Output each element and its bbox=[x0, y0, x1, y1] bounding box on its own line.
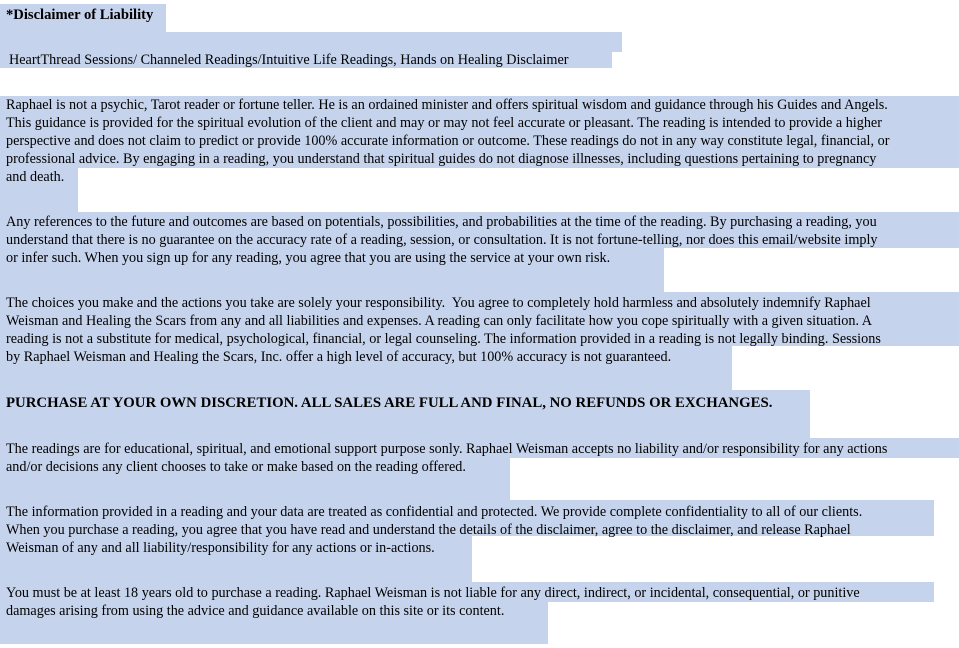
paragraph-line: The readings are for educational, spiritual, and emotional support purpose sonly. Raphael Weisman accepts no liability and/or responsibility for any actions bbox=[6, 441, 888, 457]
paragraph-line: Weisman and Healing the Scars from any and all liabilities and expenses. A reading can only facilitate how you cope spiritually with a given situation. A bbox=[6, 313, 873, 329]
paragraph-line: and death. bbox=[6, 169, 65, 185]
disclaimer-subtitle: HeartThread Sessions/ Channeled Readings/Intuitive Life Readings, Hands on Healing Disclaimer bbox=[9, 52, 569, 68]
paragraph-line: by Raphael Weisman and Healing the Scars, Inc. offer a high level of accuracy, but 100% accuracy is not guaranteed. bbox=[6, 349, 672, 365]
disclaimer-title: *Disclaimer of Liability bbox=[6, 7, 154, 23]
paragraph-line: or infer such. When you sign up for any reading, you agree that you are using the service at your own risk. bbox=[6, 250, 611, 266]
paragraph-line: Weisman of any and all liability/responsibility for any actions or in-actions. bbox=[6, 540, 435, 556]
selection-highlight bbox=[0, 32, 622, 52]
paragraph-line: The information provided in a reading and your data are treated as confidential and protected. We provide complete confidentiality to all of our clients. bbox=[6, 504, 863, 520]
paragraph-line: This guidance is provided for the spiritual evolution of the client and may or may not feel accurate or pleasant. The reading is intended to provide a higher bbox=[6, 115, 882, 131]
paragraph-line: professional advice. By engaging in a reading, you understand that spiritual guides do not diagnose illnesses, including questions pertaining to pregnancy bbox=[6, 151, 877, 167]
paragraph-line: Any references to the future and outcomes are based on potentials, possibilities, and probabilities at the time of the reading. By purchasing a reading, you bbox=[6, 214, 877, 230]
paragraph-line: damages arising from using the advice and guidance available on this site or its content. bbox=[6, 603, 505, 619]
paragraph-line: reading is not a substitute for medical, psychological, financial, or legal counseling. The information provided in a reading is not legally binding. Sessions bbox=[6, 331, 881, 347]
purchase-notice-line: PURCHASE AT YOUR OWN DISCRETION. ALL SALES ARE FULL AND FINAL, NO REFUNDS OR EXCHANGES. bbox=[6, 395, 773, 411]
paragraph-line: You must be at least 18 years old to purchase a reading. Raphael Weisman is not liable for any direct, indirect, or incidental, consequential, or punitive bbox=[6, 585, 860, 601]
paragraph-line: Raphael is not a psychic, Tarot reader or fortune teller. He is an ordained minister and offers spiritual wisdom and guidance through his Guides and Angels. bbox=[6, 97, 888, 113]
paragraph-line: When you purchase a reading, you agree that you have read and understand the details of the disclaimer, agree to the disclaimer, and release Raphael bbox=[6, 522, 851, 538]
paragraph-line: perspective and does not claim to predict or provide 100% accurate information or outcome. These readings do not in any way constitute legal, financial, or bbox=[6, 133, 890, 149]
paragraph-line: understand that there is no guarantee on the accuracy rate of a reading, session, or consultation. It is not fortune-telling, nor does this email/website imply bbox=[6, 232, 878, 248]
paragraph-line: The choices you make and the actions you take are solely your responsibility. You agree to completely hold harmless and absolutely indemnify Raphael bbox=[6, 295, 871, 311]
paragraph-line: and/or decisions any client chooses to take or make based on the reading offered. bbox=[6, 459, 466, 475]
